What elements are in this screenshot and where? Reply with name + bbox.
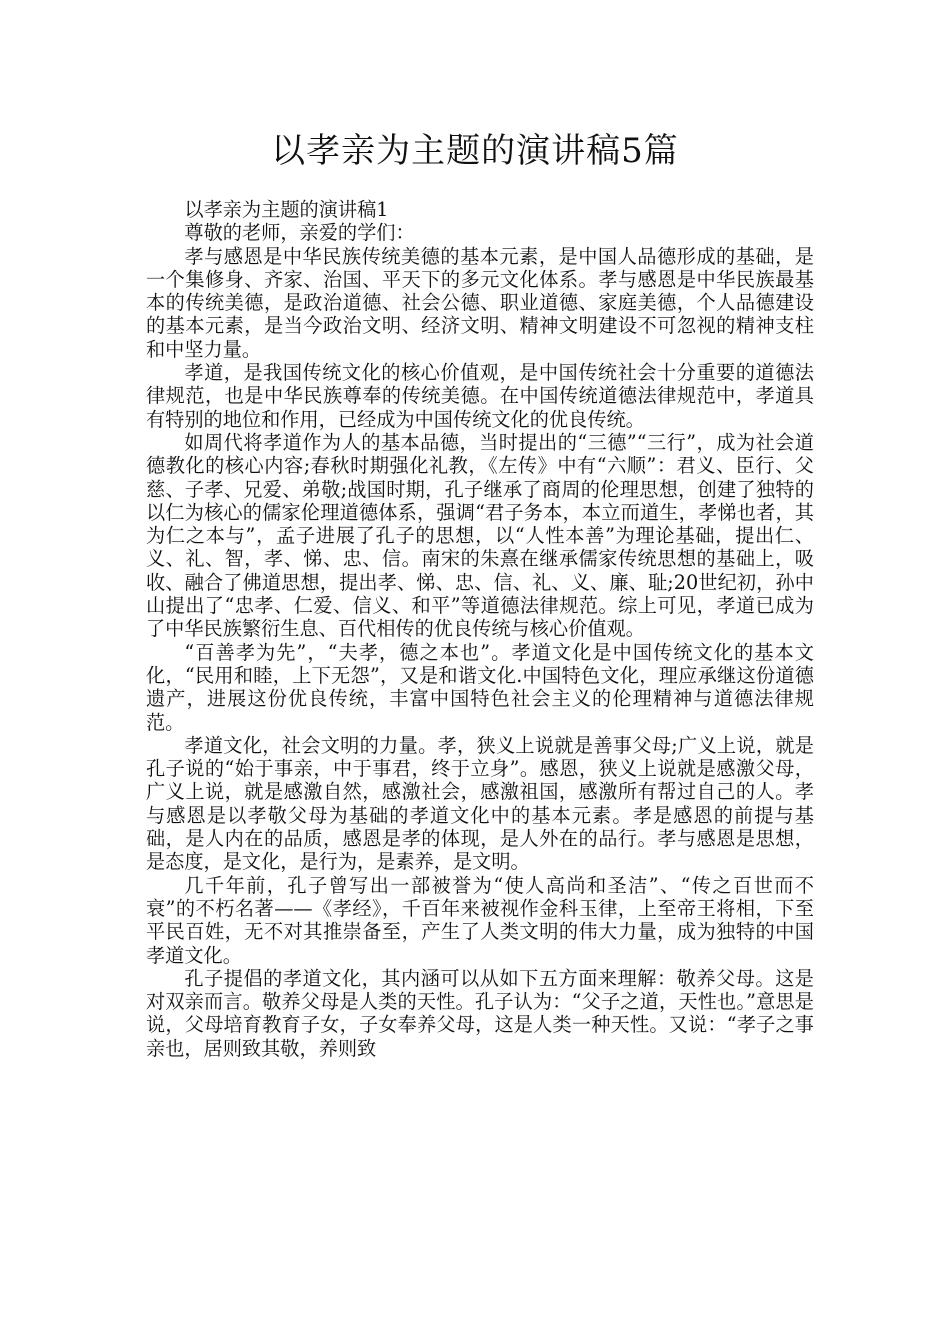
paragraph-4: “百善孝为先”，“夫孝，德之本也”。孝道文化是中国传统文化的基本文化，“民用和睦，上下无怨”，又是和谐文化.中国特色文化，理应承继这份道德遗产，进展这份优良传统，丰富中国特色社会主义的伦理精神与道德法律规范。 — [146, 640, 814, 734]
paragraph-5: 孝道文化，社会文明的力量。孝，狭义上说就是善事父母;广义上说，就是孔子说的“始于事亲，中于事君，终于立身”。感恩，狭义上说就是感激父母，广义上说，就是感激自然，感激社会，感激祖国，感激所有帮过自己的人。孝与感恩是以孝敬父母为基础的孝道文化中的基本元素。孝是感恩的前提与基础，是人内在的品质，感恩是孝的体现，是人外在的品行。孝与感恩是思想，是态度，是文化，是行为，是素养，是文明。 — [146, 733, 814, 874]
document-body — [146, 198, 814, 1060]
speech-subtitle: 以孝亲为主题的演讲稿1 — [184, 198, 389, 221]
greeting: 尊敬的老师，亲爱的学们： — [184, 221, 415, 245]
paragraph-3: 如周代将孝道作为人的基本品德，当时提出的“三德”“三行”，成为社会道德教化的核心内容;春秋时期强化礼教，《左传》中有“六顺”：君义、臣行、父慈、子孝、兄爱、弟敬;战国时期，孔子继承了商周的伦理思想，创建了独特的以仁为核心的儒家伦理道德体系，强调“君子务本，本立而道生，孝悌也者，其为仁之本与”，孟子进展了孔子的思想，以“人性本善”为理论基础，提出仁、义、礼、智，孝、悌、忠、信。南宋的朱熹在继承儒家传统思想的基础上，吸收、融合了佛道思想，提出孝、悌、忠、信、礼、义、廉、耻;20世纪初，孙中山提出了“忠孝、仁爱、信义、和平”等道德法律规范。综上可见，孝道已成为了中华民族繁衍生息、百代相传的优良传统与核心价值观。 — [146, 430, 814, 641]
document-title: 以孝亲为主题的演讲稿5篇 — [271, 131, 679, 171]
paragraph-7: 孔子提倡的孝道文化，其内涵可以从如下五方面来理解：敬养父母。这是对双亲而言。敬养父母是人类的天性。孔子认为：“父子之道，天性也。”意思是说，父母培育教育子女，子女奉养父母，这是人类一种天性。又说：“孝子之事亲也，居则致其敬，养则致 — [146, 966, 814, 1060]
paragraph-6: 几千年前，孔子曾写出一部被誉为“使人高尚和圣洁”、“传之百世而不衰”的不朽名著——《孝经》，千百年来被视作金科玉律，上至帝王将相，下至平民百姓，无不对其推崇备至，产生了人类文明的伟大力量，成为独特的中国孝道文化。 — [146, 873, 814, 967]
paragraph-1: 孝与感恩是中华民族传统美德的基本元素，是中国人品德形成的基础，是一个集修身、齐家、治国、平天下的多元文化体系。孝与感恩是中华民族最基本的传统美德，是政治道德、社会公德、职业道德、家庭美德，个人品德建设的基本元素，是当今政治文明、经济文明、精神文明建设不可忽视的精神支柱和中坚力量。 — [146, 244, 814, 361]
paragraph-2: 孝道，是我国传统文化的核心价值观，是中国传统社会十分重要的道德法律规范，也是中华民族尊奉的传统美德。在中国传统道德法律规范中，孝道具有特别的地位和作用，已经成为中国传统文化的优良传统。 — [146, 361, 814, 431]
